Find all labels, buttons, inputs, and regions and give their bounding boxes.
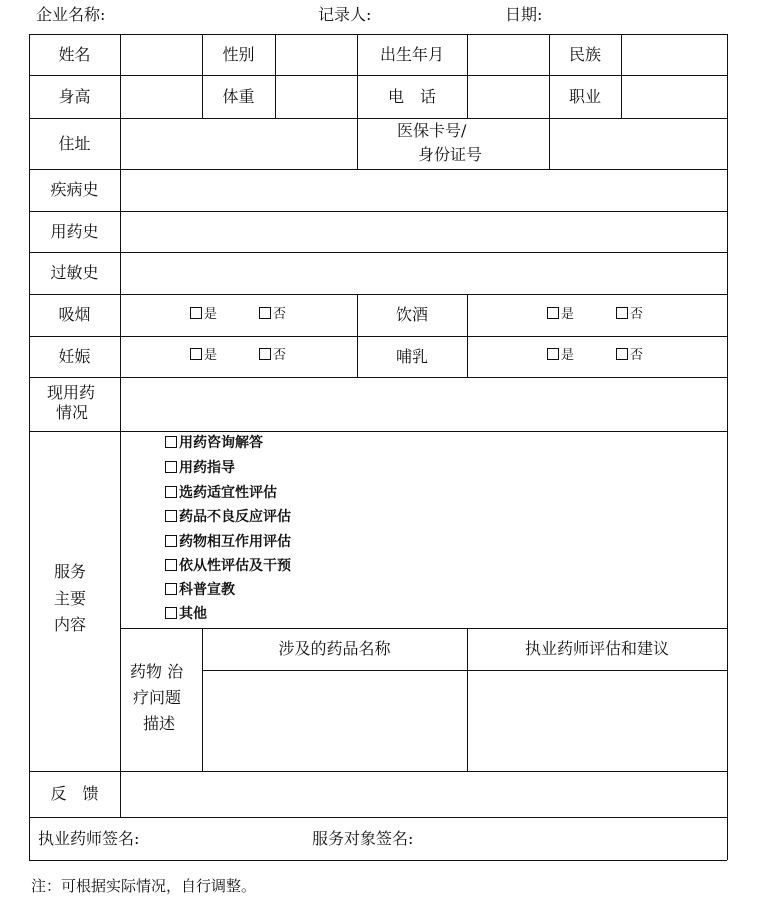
drug-names-field[interactable]: [202, 670, 467, 771]
pregnancy-label: 妊娠: [58, 346, 91, 366]
date-label: 日期:: [505, 5, 543, 24]
checkbox-icon: [547, 348, 559, 360]
drinking-no-option[interactable]: 否: [616, 306, 643, 324]
gender-label: 性别: [222, 44, 255, 64]
checkbox-icon: [165, 583, 177, 595]
service-option-suitability[interactable]: 选药适宜性评估: [165, 485, 277, 501]
name-field[interactable]: [120, 34, 202, 75]
current-medication-field[interactable]: [120, 377, 727, 431]
insurance-label-line1: 医保卡号/: [397, 121, 467, 140]
checkbox-icon: [259, 348, 271, 360]
service-option-guidance[interactable]: 用药指导: [165, 460, 235, 476]
smoking-yes-option[interactable]: 是: [190, 306, 217, 324]
drug-problem-label-line2: 疗问题: [133, 688, 182, 707]
phone-field[interactable]: [467, 75, 549, 118]
address-field[interactable]: [120, 118, 357, 169]
gender-field[interactable]: [275, 34, 357, 75]
weight-field[interactable]: [275, 75, 357, 118]
ethnicity-field[interactable]: [621, 34, 727, 75]
checkbox-icon: [616, 348, 628, 360]
medication-history-label: 用药史: [50, 221, 99, 241]
pregnancy-yes-option[interactable]: 是: [190, 347, 217, 365]
occupation-label: 职业: [568, 86, 601, 106]
feedback-label: 反 馈: [50, 784, 99, 803]
current-medication-label-line2: 情况: [56, 403, 89, 422]
checkbox-icon: [165, 510, 177, 522]
insurance-field[interactable]: [549, 118, 727, 169]
checkbox-icon: [165, 535, 177, 547]
service-option-compliance[interactable]: 依从性评估及干预: [165, 558, 291, 574]
service-label-line2: 主要: [54, 589, 87, 608]
smoking-label: 吸烟: [58, 305, 91, 324]
breastfeeding-yes-option[interactable]: 是: [547, 347, 574, 365]
checkbox-icon: [165, 607, 177, 619]
drinking-label: 饮酒: [395, 305, 428, 324]
weight-label: 体重: [222, 86, 255, 106]
height-label: 身高: [58, 86, 91, 106]
address-label: 住址: [58, 133, 91, 153]
drug-problem-label-line1: 药物 治: [130, 662, 184, 681]
allergy-history-field[interactable]: [120, 252, 727, 294]
checkbox-icon: [165, 486, 177, 498]
ethnicity-label: 民族: [568, 44, 601, 64]
recorder-label: 记录人:: [318, 5, 372, 24]
checkbox-icon: [190, 348, 202, 360]
smoking-no-option[interactable]: 否: [259, 306, 286, 324]
name-label: 姓名: [58, 44, 91, 64]
medication-history-field[interactable]: [120, 211, 727, 252]
service-label-line1: 服务: [54, 562, 87, 581]
height-field[interactable]: [120, 75, 202, 118]
service-option-interaction[interactable]: 药物相互作用评估: [165, 534, 291, 550]
feedback-field[interactable]: [120, 771, 727, 817]
footnote: 注：可根据实际情况，自行调整。: [31, 877, 257, 895]
pharmacist-advice-field[interactable]: [467, 670, 727, 771]
pharmacist-advice-header: 执业药师评估和建议: [524, 639, 669, 658]
disease-history-label: 疾病史: [50, 180, 99, 199]
phone-label: 电 话: [387, 86, 436, 106]
insurance-label-line2: 身份证号: [418, 145, 483, 164]
birth-field[interactable]: [467, 34, 549, 75]
checkbox-icon: [547, 307, 559, 319]
birth-label: 出生年月: [379, 44, 444, 64]
drug-names-header: 涉及的药品名称: [278, 639, 391, 658]
checkbox-icon: [165, 559, 177, 571]
checkbox-icon: [165, 436, 177, 448]
client-signature-label: 服务对象签名:: [312, 829, 414, 848]
checkbox-icon: [190, 307, 202, 319]
allergy-history-label: 过敏史: [50, 263, 99, 282]
breastfeeding-label: 哺乳: [395, 346, 428, 366]
company-name-label: 企业名称:: [36, 5, 106, 24]
occupation-field[interactable]: [621, 75, 727, 118]
service-option-consultation[interactable]: 用药咨询解答: [165, 435, 263, 451]
service-option-education[interactable]: 科普宣教: [165, 582, 235, 598]
service-option-other[interactable]: 其他: [165, 606, 207, 622]
pregnancy-no-option[interactable]: 否: [259, 347, 286, 365]
disease-history-field[interactable]: [120, 169, 727, 211]
drinking-yes-option[interactable]: 是: [547, 306, 574, 324]
service-label-line3: 内容: [54, 615, 87, 634]
checkbox-icon: [165, 461, 177, 473]
service-option-adverse-reaction[interactable]: 药品不良反应评估: [165, 509, 291, 525]
checkbox-icon: [259, 307, 271, 319]
pharmacist-signature-label: 执业药师签名:: [38, 829, 140, 848]
current-medication-label-line1: 现用药: [47, 383, 96, 402]
checkbox-icon: [616, 307, 628, 319]
breastfeeding-no-option[interactable]: 否: [616, 347, 643, 365]
drug-problem-label-line3: 描述: [143, 714, 176, 733]
